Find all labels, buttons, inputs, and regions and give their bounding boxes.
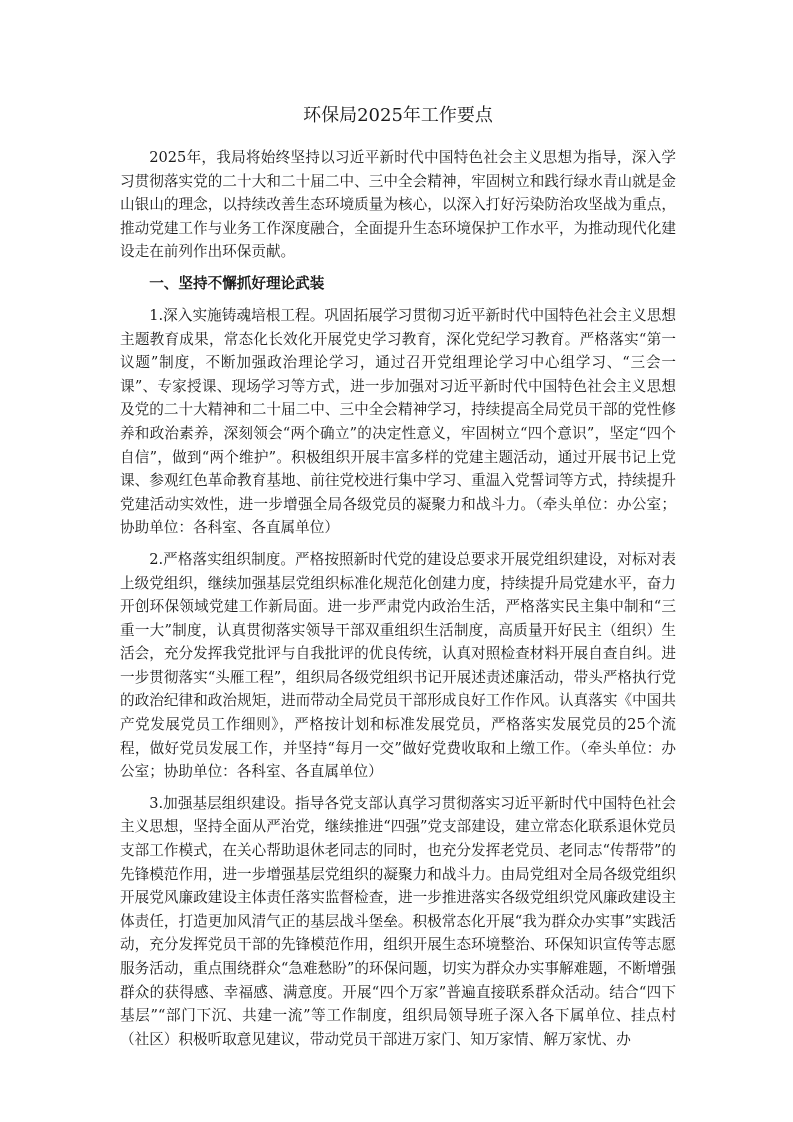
section-1-item-1: 1.深入实施铸魂培根工程。巩固拓展学习贯彻习近平新时代中国特色社会主义思想主题教育成果，常态化长效化开展党史学习教育，深化党纪学习教育。严格落实“第一议题”制度，不断加强政治理论学习，通过召开党组理论学习中心组学习、“三会一课”、专家授课、现场学习等方式，进一步加强对习近平新时代中国特色社会主义思想及党的二十大精神和二十届二中、三中全会精神学习，持续提高全局党员干部的党性修养和政治素养，深刻领会“两个确立”的决定性意义，牢固树立“四个意识”，坚定“四个自信”，做到“两个维护”。积极组织开展丰富多样的党建主题活动，通过开展书记上党课、参观红色革命教育基地、前往党校进行集中学习、重温入党誓词等方式，持续提升党建活动实效性，进一步增强全局各级党员的凝聚力和战斗力。（牵头单位：办公室；协助单位：各科室、各直属单位） [120,306,676,537]
section-heading-1: 一、坚持不懈抓好理论武装 [149,274,325,292]
section-1-item-2: 2.严格落实组织制度。严格按照新时代党的建设总要求开展党组织建设，对标对表上级党组织，继续加强基层党组织标准化规范化创建力度，持续提升局党建水平，奋力开创环保领域党建工作新局面。进一步严肃党内政治生活，严格落实民主集中制和“三重一大”制度，认真贯彻落实领导干部双重组织生活制度，高质量开好民主（组织）生活会，充分发挥我党批评与自我批评的优良传统，认真对照检查材料开展自查自纠。进一步贯彻落实“头雁工程”，组织局各级党组织书记开展述责述廉活动，带头严格执行党的政治纪律和政治规矩，进而带动全局党员干部形成良好工作作风。认真落实《中国共产党发展党员工作细则》，严格按计划和标准发展党员，严格落实发展党员的25个流程，做好党员发展工作，并坚持“每月一交”做好党费收取和上缴工作。（牵头单位：办公室；协助单位：各科室、各直属单位） [120,550,676,781]
document-title: 环保局2025年工作要点 [303,105,493,126]
intro-paragraph: 2025年，我局将始终坚持以习近平新时代中国特色社会主义思想为指导，深入学习贯彻落实党的二十大和二十届二中、三中全会精神，牢固树立和践行绿水青山就是金山银山的理念，以持续改善生态环境质量为核心，以深入打好污染防治攻坚战为重点，推动党建工作与业务工作深度融合，全面提升生态环境保护工作水平，为推动现代化建设走在前列作出环保贡献。 [120,149,676,261]
section-1-item-3: 3.加强基层组织建设。指导各党支部认真学习贯彻落实习近平新时代中国特色社会主义思想，坚持全面从严治党，继续推进“四强”党支部建设，建立常态化联系退休党员支部工作模式，在关心帮助退休老同志的同时，也充分发挥老党员、老同志“传帮带”的先锋模范作用，进一步增强基层党组织的凝聚力和战斗力。由局党组对全局各级党组织开展党风廉政建设主体责任落实监督检查，进一步推进落实各级党组织党风廉政建设主体责任，打造更加风清气正的基层战斗堡垒。积极常态化开展“我为群众办实事”实践活动，充分发挥党员干部的先锋模范作用，组织开展生态环境整治、环保知识宣传等志愿服务活动，重点围绕群众“急难愁盼”的环保问题，切实为群众办实事解难题，不断增强群众的获得感、幸福感、满意度。开展“四个万家”普遍直接联系群众活动。结合“四下基层”“部门下沉、共建一流”等工作制度，组织局领导班子深入各下属单位、挂点村（社区）积极听取意见建议，带动党员干部进万家门、知万家情、解万家忧、办 [120,794,676,1048]
document-body [120,104,676,1059]
